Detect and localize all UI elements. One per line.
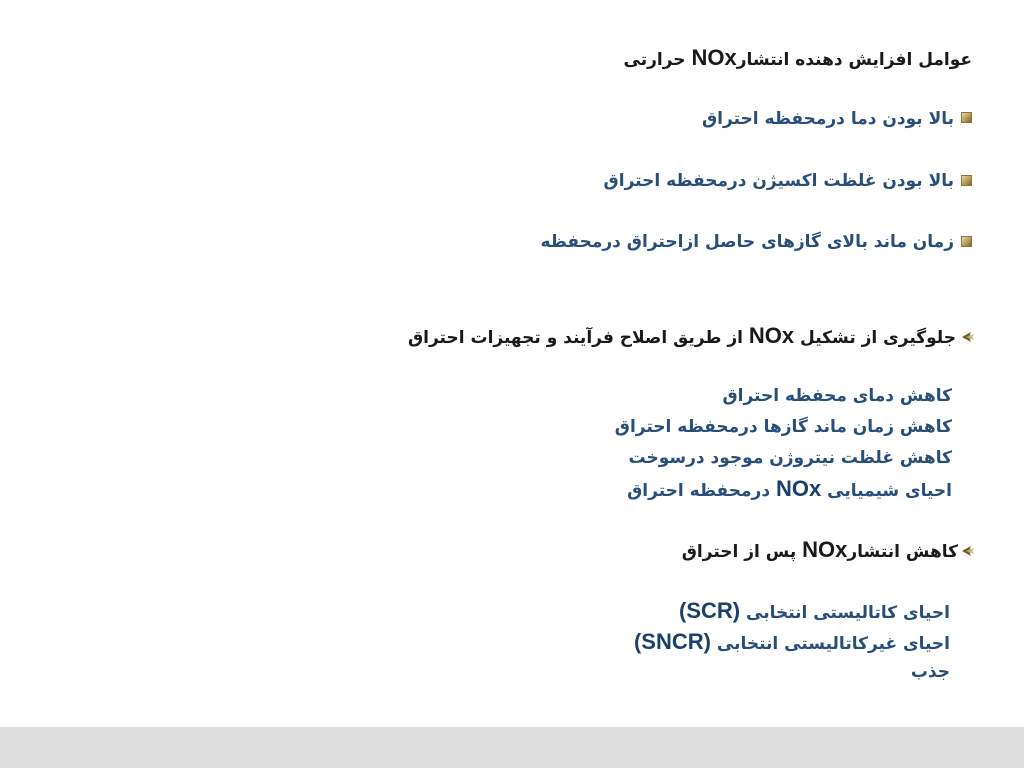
section2-item-4-text: احیای شیمیایی bbox=[821, 481, 952, 501]
section3-item-3: جذب bbox=[910, 662, 950, 682]
section1-bullet-2: بالا بودن غلظت اکسیژن درمحفظه احتراق bbox=[603, 171, 954, 191]
section1-heading-nox: NOx bbox=[691, 45, 737, 70]
section2-item-3: کاهش غلظت نیتروژن موجود درسوخت bbox=[628, 448, 952, 468]
section2-item-1: کاهش دمای محفظه احتراق bbox=[722, 386, 952, 406]
section3-item-2-text: احیای غیرکاتالیستی انتخابی bbox=[710, 634, 950, 654]
section3-heading-text: کاهش انتشار bbox=[847, 542, 958, 562]
section3-heading-suffix: پس از احتراق bbox=[681, 542, 803, 562]
section1-bullet-1: بالا بودن دما درمحفظه احتراق bbox=[701, 109, 954, 129]
section2-item-4-suffix: درمحفظه احتراق bbox=[627, 481, 776, 501]
section3-item-2-sncr: (SNCR) bbox=[633, 629, 711, 654]
section1-heading-text: عوامل افزایش دهنده انتشار bbox=[736, 50, 972, 70]
section2-heading bbox=[408, 325, 956, 347]
section2-heading-nox: NOx bbox=[748, 323, 795, 348]
square-bullet-icon bbox=[961, 236, 972, 247]
section2-item-4-nox: NOx bbox=[775, 476, 822, 501]
section2-item-2: کاهش زمان ماند گازها درمحفظه احتراق bbox=[614, 417, 952, 437]
section1-heading-suffix: حرارتی bbox=[623, 50, 692, 70]
section1-heading bbox=[624, 47, 972, 69]
square-bullet-icon bbox=[961, 112, 972, 123]
square-bullet-icon bbox=[961, 175, 972, 186]
section1-bullet-3: زمان ماند بالای گازهای حاصل ازاحتراق درمحفظه bbox=[540, 232, 954, 252]
section2-heading-text: جلوگیری از تشکیل bbox=[794, 328, 956, 348]
section3-heading-nox: NOx bbox=[802, 537, 848, 562]
section3-item-2 bbox=[634, 631, 950, 653]
footer-bar bbox=[0, 727, 1024, 768]
arrow-bullet-icon bbox=[962, 331, 974, 343]
arrow-bullet-icon bbox=[962, 545, 974, 557]
section3-heading bbox=[682, 539, 958, 561]
section2-item-4 bbox=[627, 478, 952, 500]
section3-item-1-text: احیای کاتالیستی انتخابی bbox=[740, 603, 950, 623]
section3-item-1 bbox=[679, 600, 950, 622]
section2-heading-suffix: از طریق اصلاح فرآیند و تجهیزات احتراق bbox=[407, 328, 749, 348]
section3-item-1-scr: (SCR) bbox=[678, 598, 741, 623]
